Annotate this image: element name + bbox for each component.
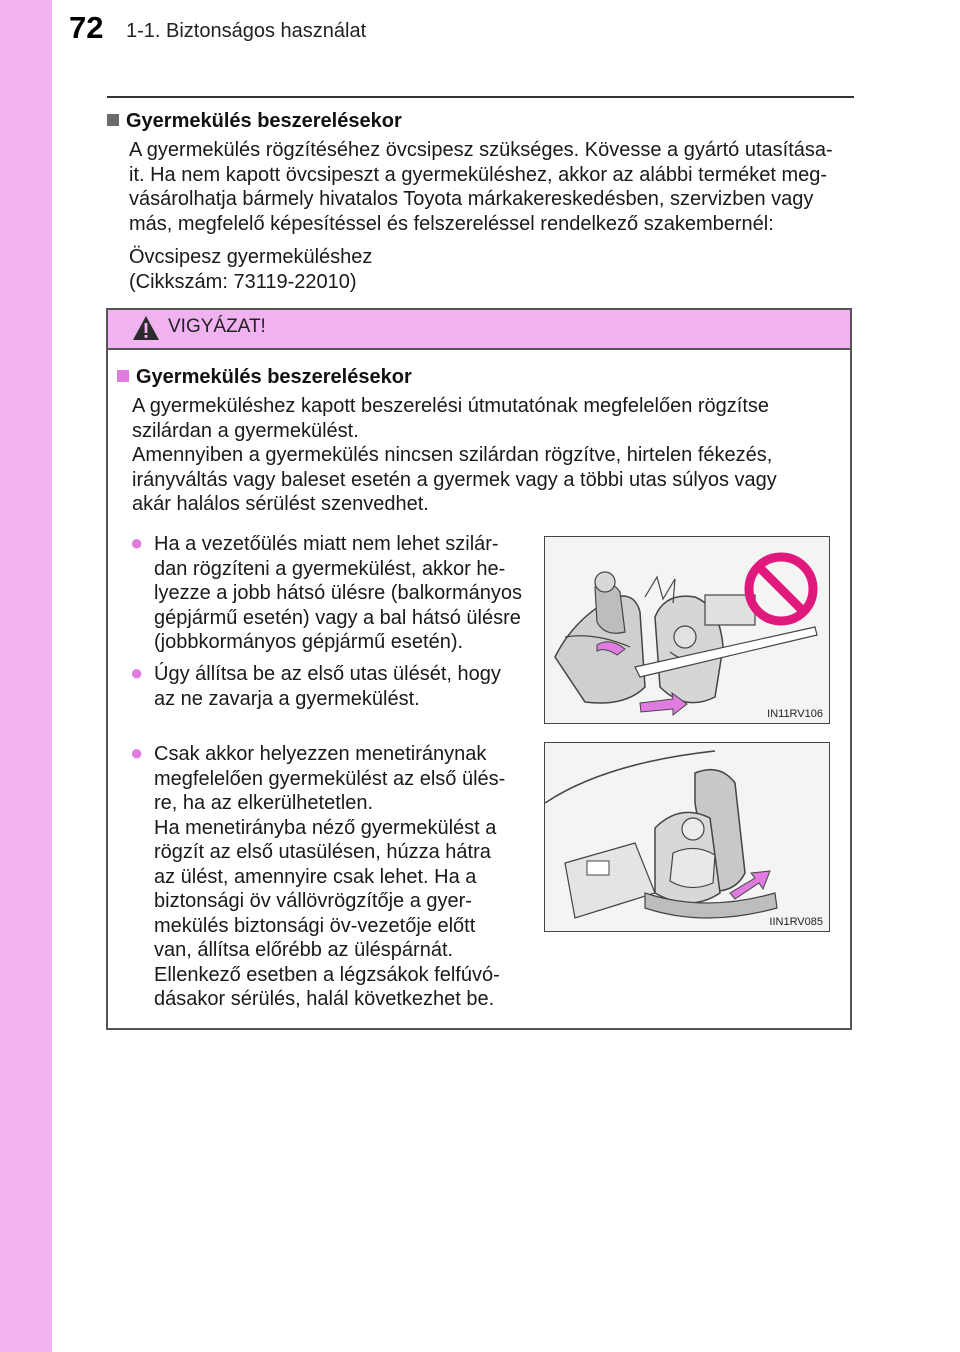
car-seat-illustration: [545, 743, 829, 931]
text-line: Csak akkor helyezzen menetiránynak: [154, 743, 487, 765]
square-bullet-icon: [117, 370, 129, 382]
product-info: [129, 245, 853, 294]
text-line: rögzít az első utasülésen, húzza hátra: [154, 841, 491, 863]
warning-paragraph: [132, 394, 838, 517]
round-bullet-icon: ●: [130, 530, 144, 555]
text-line: Övcsipesz gyermeküléshez: [129, 246, 373, 268]
text-line: (Cikkszám: 73119-22010): [129, 270, 357, 293]
text-line: it. Ha nem kapott övcsipeszt a gyermeküléshez, akkor az alábbi terméket meg-: [129, 163, 828, 186]
intro-heading: Gyermekülés beszerelésekor: [107, 110, 402, 133]
text-line: az ne zavarja a gyermekülést.: [154, 687, 420, 710]
chapter-side-band: [0, 0, 52, 1352]
warning-heading: Gyermekülés beszerelésekor: [117, 366, 412, 389]
bullet-item-forward-facing: [154, 742, 522, 1012]
text-line: A gyermekülés rögzítéséhez övcsipesz szükséges. Kövesse a gyártó utasítása-: [129, 139, 833, 161]
warning-header: [108, 310, 850, 350]
figure-code: IIN1RV085: [769, 916, 823, 928]
text-line: Amennyiben a gyermekülés nincsen szilárdan rögzítve, hirtelen fékezés,: [132, 444, 773, 466]
section-title: 1-1. Biztonságos használat: [126, 20, 367, 42]
text-line: Úgy állítsa be az első utas ülését, hogy: [154, 663, 501, 685]
warning-triangle-icon: [132, 315, 160, 341]
text-line: dan rögzíteni a gyermekülést, akkor he-: [154, 557, 506, 580]
page-number: 72: [69, 10, 104, 45]
text-line: más, megfelelő képesítéssel és felszereléssel rendelkező szakembernél:: [129, 212, 774, 235]
text-line: mekülés biztonsági öv-vezetője előtt: [154, 914, 476, 937]
text-line: Ellenkező esetben a légzsákok felfúvó-: [154, 963, 500, 986]
header-divider: [107, 96, 854, 98]
text-line: megfelelően gyermekülést az első ülés-: [154, 767, 506, 790]
text-line: biztonsági öv vállövrögzítője a gyer-: [154, 890, 472, 912]
text-line: dásakor sérülés, halál következhet be.: [154, 988, 495, 1010]
bullet-item-front-seat-adjust: [154, 662, 522, 711]
text-line: lyezze a jobb hátsó ülésre (balkormányos: [154, 582, 522, 604]
figure-code: IN11RV106: [767, 708, 823, 720]
warning-label: VIGYÁZAT!: [168, 316, 266, 337]
text-line: Ha a vezetőülés miatt nem lehet szilár-: [154, 533, 499, 555]
square-bullet-icon: [107, 114, 119, 126]
text-line: irányváltás vagy baleset esetén a gyermek vagy a többi utas súlyos vagy: [132, 468, 777, 491]
round-bullet-icon: ●: [130, 740, 144, 765]
text-line: van, állítsa előrébb az üléspárnát.: [154, 939, 454, 961]
text-line: akár halálos sérülést szenvedhet.: [132, 493, 429, 515]
figure-forward-facing-front-seat: [544, 742, 830, 932]
text-line: (jobbkormányos gépjármű esetén).: [154, 631, 464, 653]
text-line: re, ha az elkerülhetetlen.: [154, 792, 374, 814]
round-bullet-icon: ●: [130, 660, 144, 685]
text-line: szilárdan a gyermekülést.: [132, 419, 359, 442]
text-line: az ülést, amennyire csak lehet. Ha a: [154, 865, 477, 888]
bullet-item-rear-seat: [154, 532, 522, 655]
warning-box: [106, 308, 852, 1030]
figure-rear-facing-prohibited: [544, 536, 830, 724]
intro-paragraph: [129, 138, 853, 236]
text-line: gépjármű esetén) vagy a bal hátsó ülésre: [154, 606, 521, 629]
car-seat-illustration: [545, 537, 829, 723]
text-line: A gyermeküléshez kapott beszerelési útmutatónak megfelelően rögzítse: [132, 395, 770, 417]
text-line: vásárolhatja bármely hivatalos Toyota márkakereskedésben, szervizben vagy: [129, 188, 814, 210]
text-line: Ha menetirányba néző gyermekülést a: [154, 816, 497, 839]
